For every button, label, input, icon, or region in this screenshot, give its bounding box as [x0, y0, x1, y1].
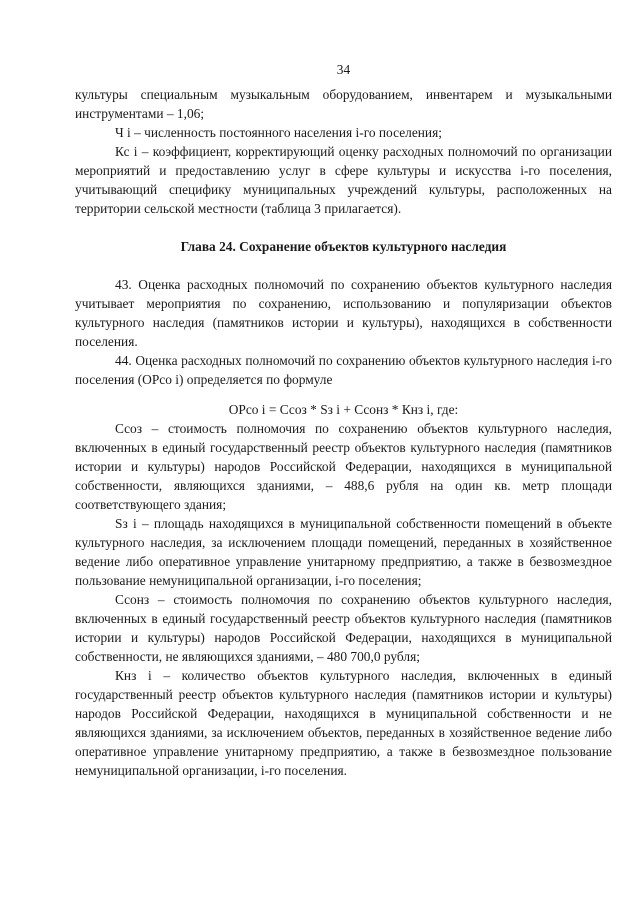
paragraph-definition-ssoz: Ссоз – стоимость полномочия по сохранению объектов культурного наследия, включенных в единый государственный реестр объектов культурного наследия (памятников истории и культуры) народов Российской Федерации, находящихся в муниципальной собственности, являющихся зданиями, – 488,6 рубля на один кв. метр площади соответствующего здания; [75, 421, 612, 512]
paragraph-definition-ch: Ч i – численность постоянного населения i-го поселения; [115, 125, 442, 140]
paragraph-44: 44. Оценка расходных полномочий по сохранению объектов культурного наследия i-го поселения (ОРсо i) определяется по формуле [75, 353, 612, 387]
paragraph-definition-ssonz: Ссонз – стоимость полномочия по сохранению объектов культурного наследия, включенных в единый государственный реестр объектов культурного наследия (памятников истории и культуры) народов Российской Федерации, находящихся в муниципальной собственности, не являющихся зданиями, – 480 700,0 рубля; [75, 592, 612, 664]
paragraph-43: 43. Оценка расходных полномочий по сохранению объектов культурного наследия учитывает мероприятия по сохранению, использованию и популяризации объектов культурного наследия (памятников истории и культуры), находящихся в собственности поселения. [75, 277, 612, 349]
page-content [75, 60, 612, 780]
paragraph-continuation: культуры специальным музыкальным оборудованием, инвентарем и музыкальными инструментами – 1,06; [75, 87, 612, 121]
chapter-heading: Глава 24. Сохранение объектов культурного наследия [180, 239, 507, 254]
paragraph-definition-ks: Кс i – коэффициент, корректирующий оценку расходных полномочий по организации мероприятий и предоставлению услуг в сфере культуры и искусства i-го поселения, учитывающий специфику муниципальных учреждений культуры, расположенных на территории сельской местности (таблица 3 прилагается). [75, 144, 612, 216]
paragraph-definition-sz: Sз i – площадь находящихся в муниципальной собственности помещений в объекте культурного наследия, за исключением площади помещений, переданных в хозяйственное ведение либо оперативное управление унитарному предприятию, а также в безвозмездное пользование немуниципальной организации, i-го поселения; [75, 516, 612, 588]
formula: ОРсо i = Ссоз * Sз i + Ссонз * Кнз i, где: [228, 402, 459, 417]
paragraph-definition-knz: Кнз i – количество объектов культурного наследия, включенных в единый государственный реестр объектов культурного наследия (памятников истории и культуры) народов Российской Федерации, находящихся в муниципальной собственности и не являющихся зданиями, за исключением объектов, переданных в хозяйственное ведение либо оперативное управление унитарному предприятию, а также в безвозмездное пользование немуниципальной организации, i-го поселения. [75, 668, 612, 778]
page-number: 34 [336, 62, 351, 77]
